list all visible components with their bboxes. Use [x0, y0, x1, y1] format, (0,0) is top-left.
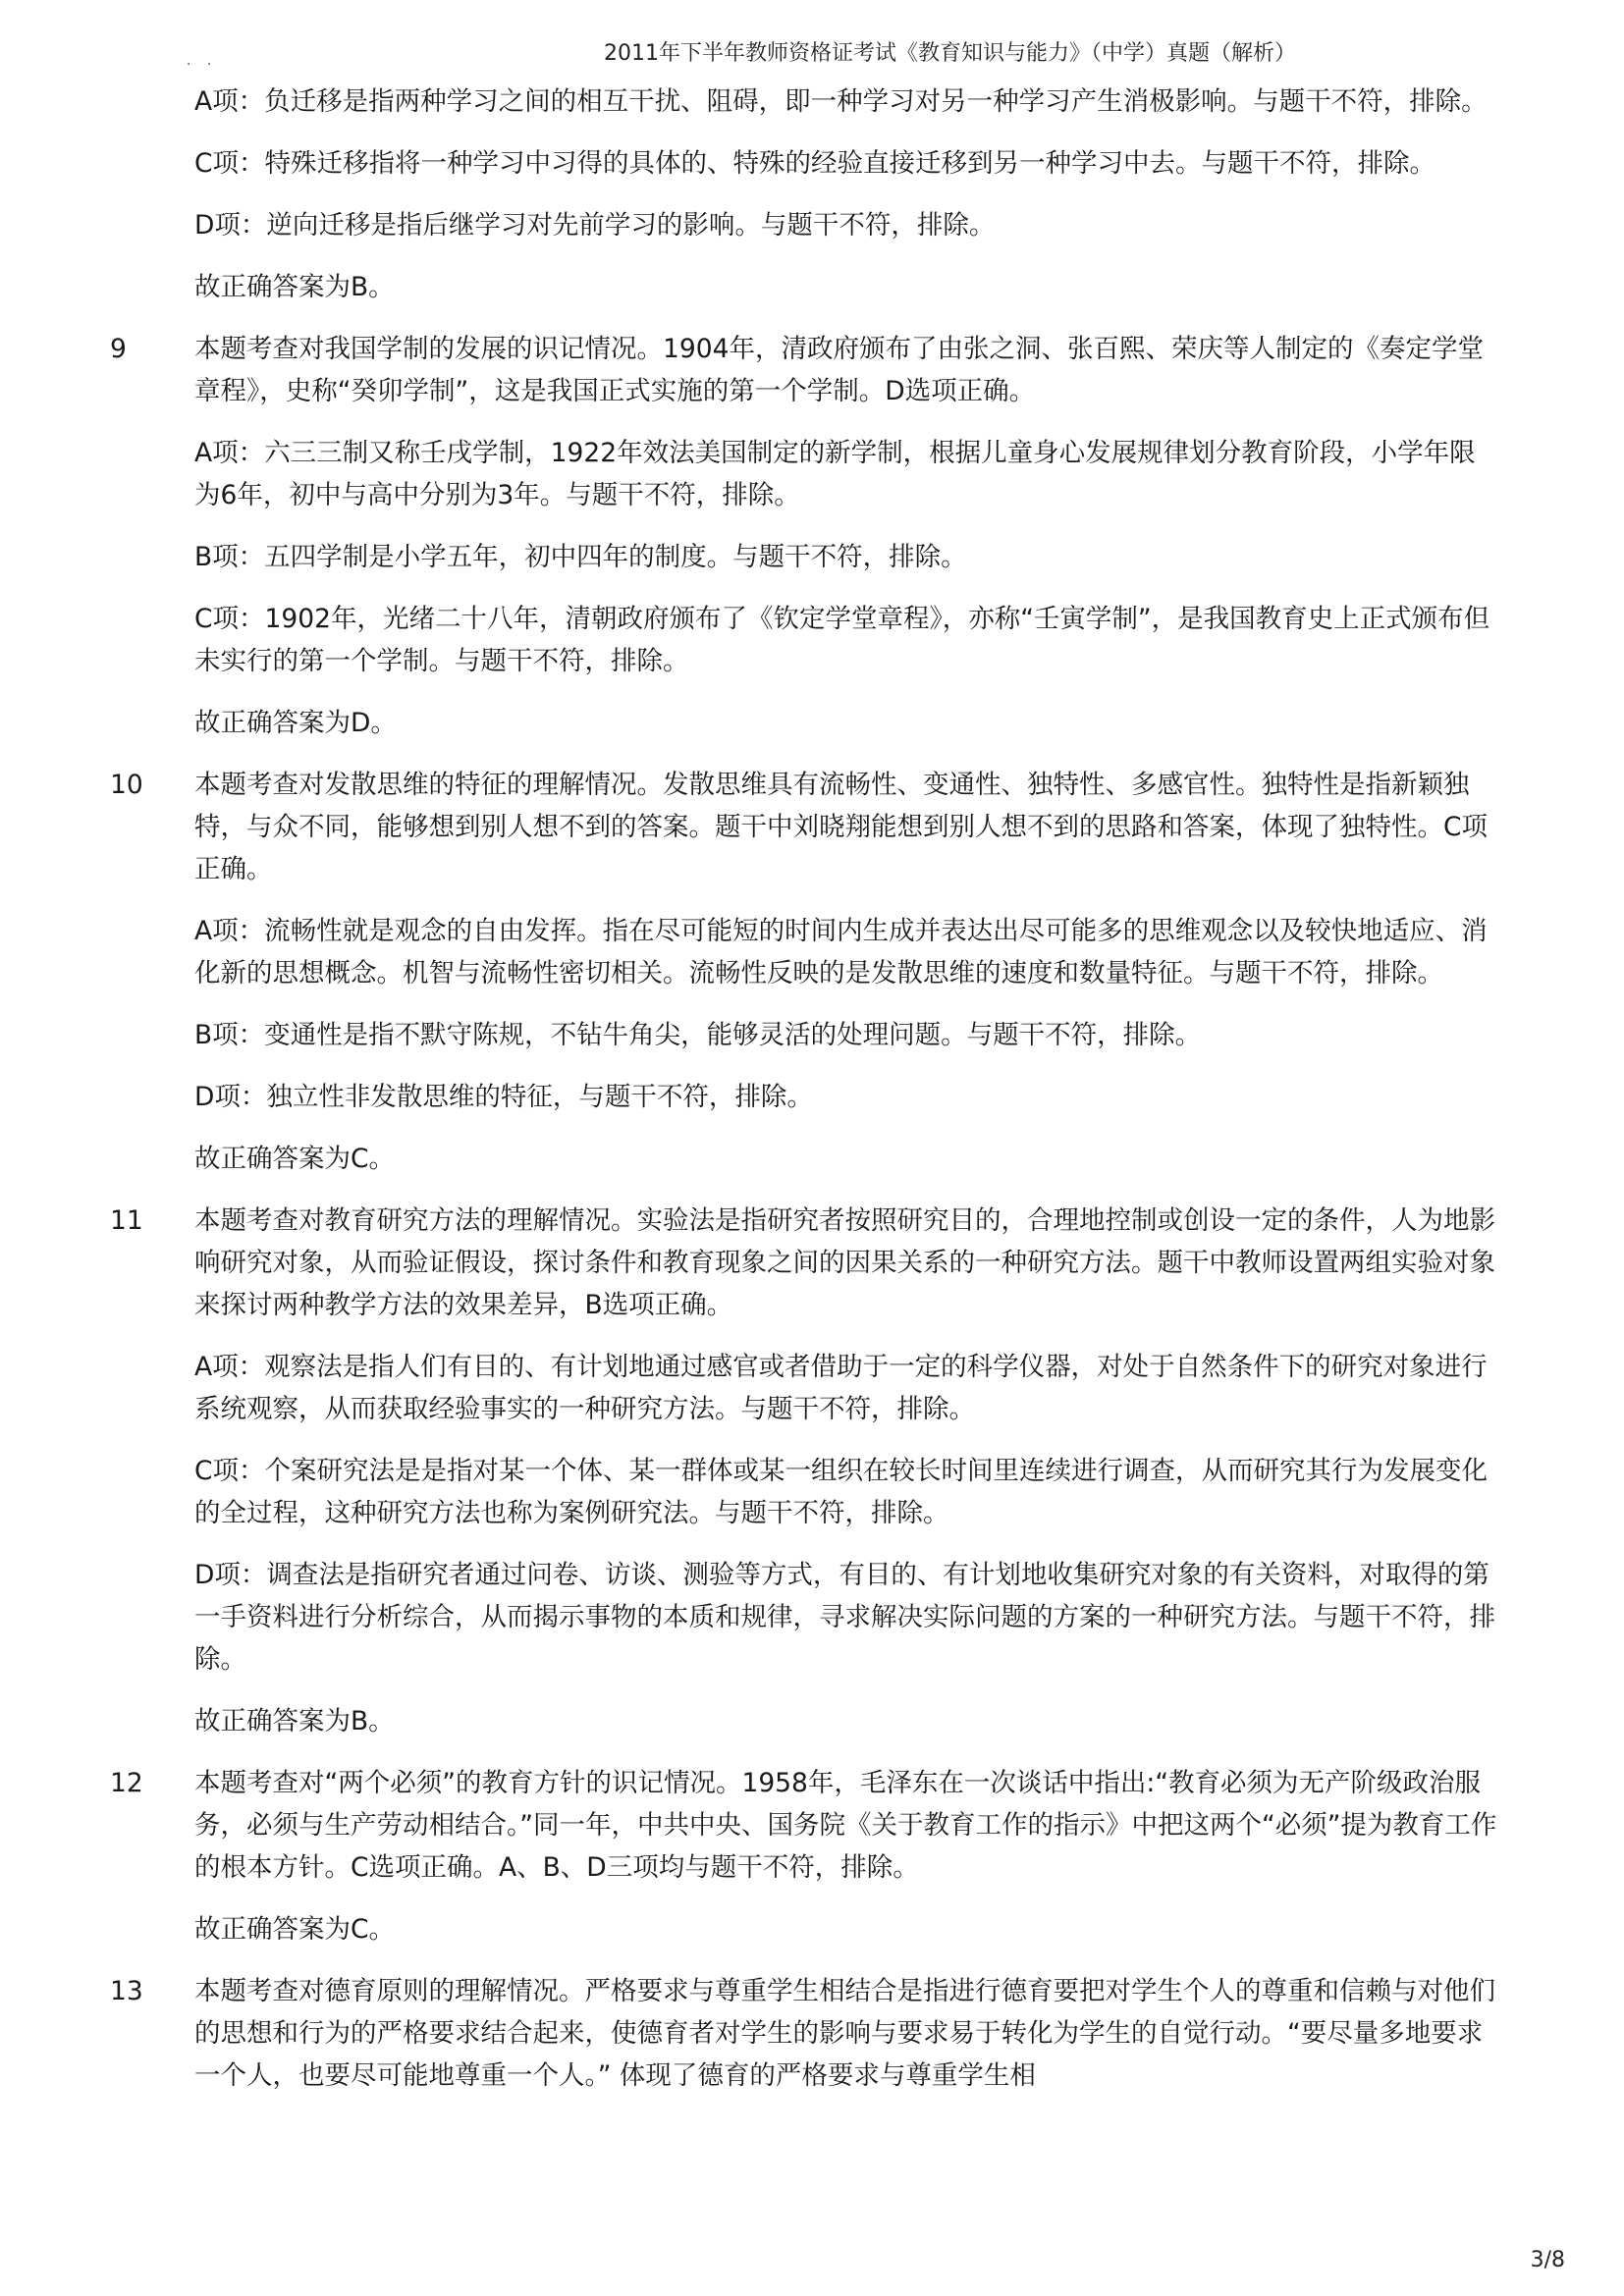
paragraph	[194, 1554, 1500, 1681]
paragraph-text: 故正确答案为C。	[194, 1914, 396, 1945]
paragraph-text: C项：1902年，光绪二十八年，清朝政府颁布了《钦定学堂章程》，亦称“壬寅学制”，是我国教育史上正式颁布但未实行的第一个学制。与题干不符，排除。	[194, 604, 1490, 676]
paragraph	[194, 910, 1500, 994]
paragraph	[194, 1700, 1500, 1742]
question-paragraph	[110, 764, 1500, 890]
paragraph-text: C项：个案研究法是是指对某一个体、某一群体或某一组织在较长时间里连续进行调查，从而研究其行为发展变化的全过程，这种研究方法也称为案例研究法。与题干不符，排除。	[194, 1456, 1489, 1528]
paragraph-text: 本题考查对“两个必须”的教育方针的识记情况。1958年，毛泽东在一次谈话中指出:“教育必须为无产阶级政治服务，必须与生产劳动相结合。”同一年，中共中央、国务院《关于教育工作的指示》中把这两个“必须”提为教育工作的根本方针。C选项正确。A、B、D三项均与题干不符，排除。	[194, 1768, 1497, 1883]
header-dots: . .	[187, 53, 218, 69]
paragraph	[194, 1076, 1500, 1118]
page-header	[0, 39, 1624, 79]
paragraph-text: A项：六三三制又称壬戌学制，1922年效法美国制定的新学制，根据儿童身心发展规律划分教育阶段，小学年限为6年，初中与高中分别为3年。与题干不符，排除。	[194, 438, 1476, 510]
paragraph-text: B项：变通性是指不默守陈规，不钻牛角尖，能够灵活的处理问题。与题干不符，排除。	[194, 1020, 1202, 1050]
paragraph-text: B项：五四学制是小学五年，初中四年的制度。与题干不符，排除。	[194, 542, 967, 572]
paragraph-text: 本题考查对教育研究方法的理解情况。实验法是指研究者按照研究目的，合理地控制或创设一定的条件，人为地影响研究对象，从而验证假设，探讨条件和教育现象之间的因果关系的一种研究方法。题干中教师设置两组实验对象来探讨两种教学方法的效果差异，B选项正确。	[194, 1205, 1495, 1320]
document-body	[0, 80, 1624, 2116]
paragraph	[194, 1908, 1500, 1950]
question-paragraph	[110, 1200, 1500, 1326]
question-paragraph	[110, 328, 1500, 412]
paragraph-text: A项：负迁移是指两种学习之间的相互干扰、阻碍，即一种学习对另一种学习产生消极影响。与题干不符，排除。	[194, 86, 1488, 117]
question-paragraph	[110, 1762, 1500, 1889]
page-number: 3/8	[1530, 2248, 1565, 2272]
paragraph-text: 本题考查对德育原则的理解情况。严格要求与尊重学生相结合是指进行德育要把对学生个人的尊重和信赖与对他们的思想和行为的严格要求结合起来，使德育者对学生的影响与要求易于转化为学生的自觉行动。“要尽量多地要求一个人，也要尽可能地尊重一个人。” 体现了德育的严格要求与尊重学生相	[194, 1976, 1495, 2091]
paragraph	[194, 204, 1500, 246]
paragraph-text: A项：观察法是指人们有目的、有计划地通过感官或者借助于一定的科学仪器，对处于自然条件下的研究对象进行系统观察，从而获取经验事实的一种研究方法。与题干不符，排除。	[194, 1352, 1488, 1424]
paragraph	[194, 598, 1500, 682]
paragraph-text: 本题考查对我国学制的发展的识记情况。1904年，清政府颁布了由张之洞、张百熙、荣庆等人制定的《奏定学堂章程》，史称“癸卯学制”，这是我国正式实施的第一个学制。D选项正确。	[194, 334, 1484, 406]
paragraph-text: 本题考查对发散思维的特征的理解情况。发散思维具有流畅性、变通性、独特性、多感官性。独特性是指新颖独特，与众不同，能够想到别人想不到的答案。题干中刘晓翔能想到别人想不到的思路和答案，体现了独特性。C项正确。	[194, 770, 1489, 884]
paragraph	[194, 1014, 1500, 1056]
paragraph-text: 故正确答案为C。	[194, 1144, 396, 1174]
question-paragraph	[110, 1970, 1500, 2097]
question-number: 9	[110, 334, 127, 364]
paragraph	[194, 432, 1500, 516]
paragraph-text: D项：调查法是指研究者通过问卷、访谈、测验等方式，有目的、有计划地收集研究对象的有关资料，对取得的第一手资料进行分析综合，从而揭示事物的本质和规律，寻求解决实际问题的方案的一种研究方法。与题干不符，排除。	[194, 1560, 1495, 1675]
paragraph	[194, 80, 1500, 123]
paragraph-text: D项：逆向迁移是指后继学习对先前学习的影响。与题干不符，排除。	[194, 210, 996, 240]
question-number: 10	[110, 770, 143, 800]
paragraph-text: A项：流畅性就是观念的自由发挥。指在尽可能短的时间内生成并表达出尽可能多的思维观念以及较快地适应、消化新的思想概念。机智与流畅性密切相关。流畅性反映的是发散思维的速度和数量特征。与题干不符，排除。	[194, 916, 1488, 988]
paragraph-text: 故正确答案为D。	[194, 708, 397, 738]
question-number: 11	[110, 1205, 143, 1236]
header-title: 2011年下半年教师资格证考试《教育知识与能力》（中学）真题（解析）	[604, 41, 1296, 66]
paragraph	[194, 702, 1500, 744]
paragraph	[194, 536, 1500, 578]
question-number: 12	[110, 1768, 143, 1798]
paragraph	[194, 1138, 1500, 1180]
paragraph-text: C项：特殊迁移指将一种学习中习得的具体的、特殊的经验直接迁移到另一种学习中去。与题干不符，排除。	[194, 148, 1436, 179]
paragraph	[194, 1346, 1500, 1430]
paragraph	[194, 142, 1500, 185]
paragraph-text: 故正确答案为B。	[194, 1706, 395, 1736]
paragraph-text: 故正确答案为B。	[194, 272, 395, 302]
paragraph	[194, 266, 1500, 308]
paragraph	[194, 1450, 1500, 1534]
question-number: 13	[110, 1976, 143, 2006]
paragraph-text: D项：独立性非发散思维的特征，与题干不符，排除。	[194, 1082, 813, 1112]
